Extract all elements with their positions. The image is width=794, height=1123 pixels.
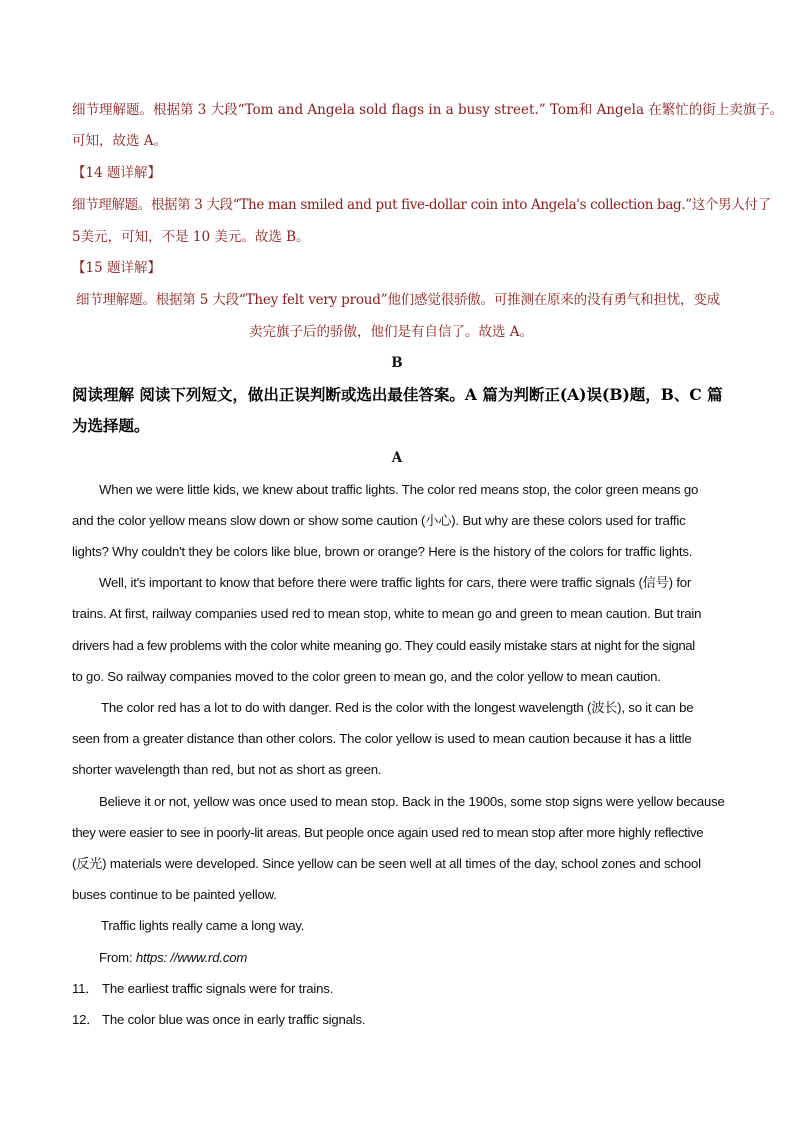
- passage-p3-line1: The color red has a lot to do with danger. Red is the color with the longest wavelength (波长), so it can be: [101, 700, 694, 715]
- section-instruction-line2: 为选择题。: [72, 416, 150, 435]
- passage-p2-line3: drivers had a few problems with the color white meaning go. They could easily mistake stars at night for the signal: [72, 638, 695, 653]
- passage-p1-line2: and the color yellow means slow down or show some caution (小心). But why are these colors used for traffic: [72, 513, 686, 528]
- q14-explanation-line2: 5美元，可知，不是 10 美元。故选 B。: [72, 229, 310, 245]
- q15-tag: 【15 题详解】: [72, 260, 161, 276]
- question-number: 11．: [72, 981, 99, 996]
- section-instruction-line1: 阅读理解 阅读下列短文，做出正误判断或选出最佳答案。A 篇为判断正(A)误(B)题，B、C 篇: [72, 385, 723, 404]
- question-text: The color blue was once in early traffic signals.: [102, 1012, 366, 1027]
- passage-letter: A: [391, 450, 403, 466]
- question-12: [72, 1010, 365, 1030]
- passage-p2-line2: trains. At first, railway companies used red to mean stop, white to mean go and green to mean caution. But train: [72, 606, 702, 621]
- source-label: From:: [99, 950, 136, 965]
- q13-explanation-line1: 细节理解题。根据第 3 大段“Tom and Angela sold flags in a busy street.” Tom和 Angela 在繁忙的街上卖旗子。: [72, 102, 784, 118]
- q15-explanation-line1: 细节理解题。根据第 5 大段“They felt very proud”他们感觉很骄傲。可推测在原来的没有勇气和担忧，变成: [76, 292, 720, 308]
- q13-explanation-line2: 可知，故选 A。: [72, 133, 168, 149]
- source-url: https: //www.rd.com: [135, 950, 248, 965]
- passage-p4-line3: (反光) materials were developed. Since yellow can be seen well at all times of the day, school zones and school: [72, 856, 701, 871]
- passage-p1-line1: When we were little kids, we knew about traffic lights. The color red means stop, the color green means go: [99, 482, 699, 497]
- passage-p4-line1: Believe it or not, yellow was once used to mean stop. Back in the 1900s, some stop signs were yellow because: [99, 794, 725, 809]
- passage-p1-line3: lights? Why couldn't they be colors like blue, brown or orange? Here is the history of the colors for traffic lights.: [72, 544, 693, 559]
- question-11: [72, 979, 333, 999]
- source-line: [99, 948, 247, 968]
- section-letter: B: [391, 355, 403, 371]
- passage-p4-line4: buses continue to be painted yellow.: [72, 887, 277, 902]
- passage-p4-line2: they were easier to see in poorly-lit areas. But people once again used red to mean stop after more highly reflective: [72, 825, 704, 840]
- passage-p2-line1: Well, it's important to know that before there were traffic lights for cars, there were traffic signals (信号) for: [99, 575, 692, 590]
- passage-p5-line1: Traffic lights really came a long way.: [101, 918, 305, 933]
- q14-explanation-line1: 细节理解题。根据第 3 大段“The man smiled and put five-dollar coin into Angela's collection bag.”这个男人付了: [72, 197, 771, 213]
- question-number: 12．: [72, 1012, 100, 1027]
- passage-p3-line3: shorter wavelength than red, but not as short as green.: [72, 762, 382, 777]
- question-text: The earliest traffic signals were for trains.: [102, 981, 334, 996]
- q14-tag: 【14 题详解】: [72, 165, 161, 181]
- q15-explanation-line2: 卖完旗子后的骄傲，他们是有自信了。故选 A。: [249, 324, 534, 340]
- passage-p2-line4: to go. So railway companies moved to the color green to mean go, and the color yellow to mean caution.: [72, 669, 661, 684]
- passage-p3-line2: seen from a greater distance than other colors. The color yellow is used to mean caution because it has a little: [72, 731, 692, 746]
